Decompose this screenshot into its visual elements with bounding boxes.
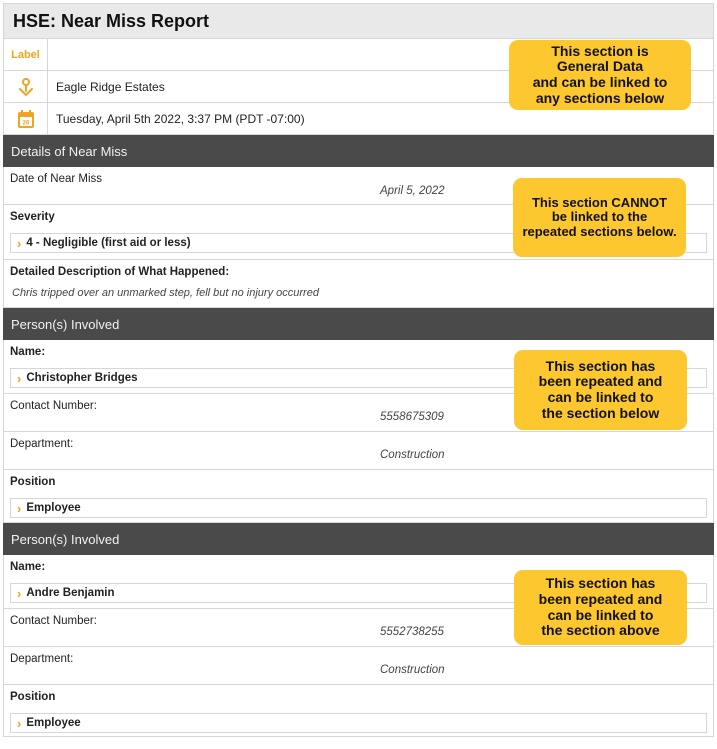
description-label: Detailed Description of What Happened: (10, 266, 230, 278)
name-value: Andre Benjamin (26, 587, 115, 599)
department-value: Construction (380, 449, 445, 461)
severity-label: Severity (10, 211, 55, 223)
location-value: Eagle Ridge Estates (56, 79, 165, 94)
department-label: Department: (10, 653, 74, 665)
position-label: Position (10, 691, 56, 703)
person2-callout-text: This section has been repeated and can be linked to the section above (538, 575, 663, 639)
details-callout-text: This section CANNOT be linked to the repeated sections below. (522, 194, 677, 239)
location-icon (4, 71, 48, 102)
person2-callout (514, 570, 687, 645)
chevron-right-icon: › (17, 235, 22, 251)
position-field (3, 470, 714, 523)
datetime-value: Tuesday, April 5th 2022, 3:37 PM (PDT -07:00) (56, 111, 305, 126)
details-callout (513, 178, 686, 257)
date-label: Date of Near Miss (10, 173, 103, 185)
severity-value: 4 - Negligible (first aid or less) (26, 237, 191, 249)
description-field[interactable] (3, 260, 714, 308)
general-data-callout (509, 40, 691, 110)
name-label: Name: (10, 346, 46, 358)
chevron-right-icon: › (17, 500, 22, 516)
calendar-day: 26 (22, 120, 29, 126)
position-field (3, 685, 714, 737)
person1-callout (514, 350, 687, 430)
general-callout-text: This section is General Data and can be linked to any sections below (532, 42, 668, 106)
position-select[interactable] (10, 713, 707, 733)
contact-label: Contact Number: (10, 400, 97, 412)
description-value: Chris tripped over an unmarked step, fell but no injury occurred (12, 287, 319, 299)
person-section-header: Person(s) Involved (3, 523, 714, 555)
date-value: April 5, 2022 (380, 185, 445, 197)
details-section-header: Details of Near Miss (3, 135, 714, 167)
department-value: Construction (380, 664, 445, 676)
position-value: Employee (26, 502, 81, 514)
person-section-header: Person(s) Involved (3, 308, 714, 340)
page-title: HSE: Near Miss Report (3, 3, 714, 39)
label-tag-cell (4, 39, 48, 70)
contact-value: 5552738255 (380, 626, 444, 638)
position-value: Employee (26, 717, 81, 729)
department-label: Department: (10, 438, 74, 450)
person1-callout-text: This section has been repeated and can be linked to the section below (538, 357, 663, 421)
contact-label: Contact Number: (10, 615, 97, 627)
contact-value: 5558675309 (380, 411, 444, 423)
label-tag: Label (11, 48, 40, 61)
position-label: Position (10, 476, 56, 488)
position-select[interactable] (10, 498, 707, 518)
chevron-right-icon: › (17, 585, 22, 601)
calendar-icon (4, 103, 48, 134)
name-label: Name: (10, 561, 46, 573)
chevron-right-icon: › (17, 715, 22, 731)
department-field[interactable] (3, 647, 714, 685)
name-value: Christopher Bridges (26, 372, 138, 384)
department-field[interactable] (3, 432, 714, 470)
chevron-right-icon: › (17, 370, 22, 386)
